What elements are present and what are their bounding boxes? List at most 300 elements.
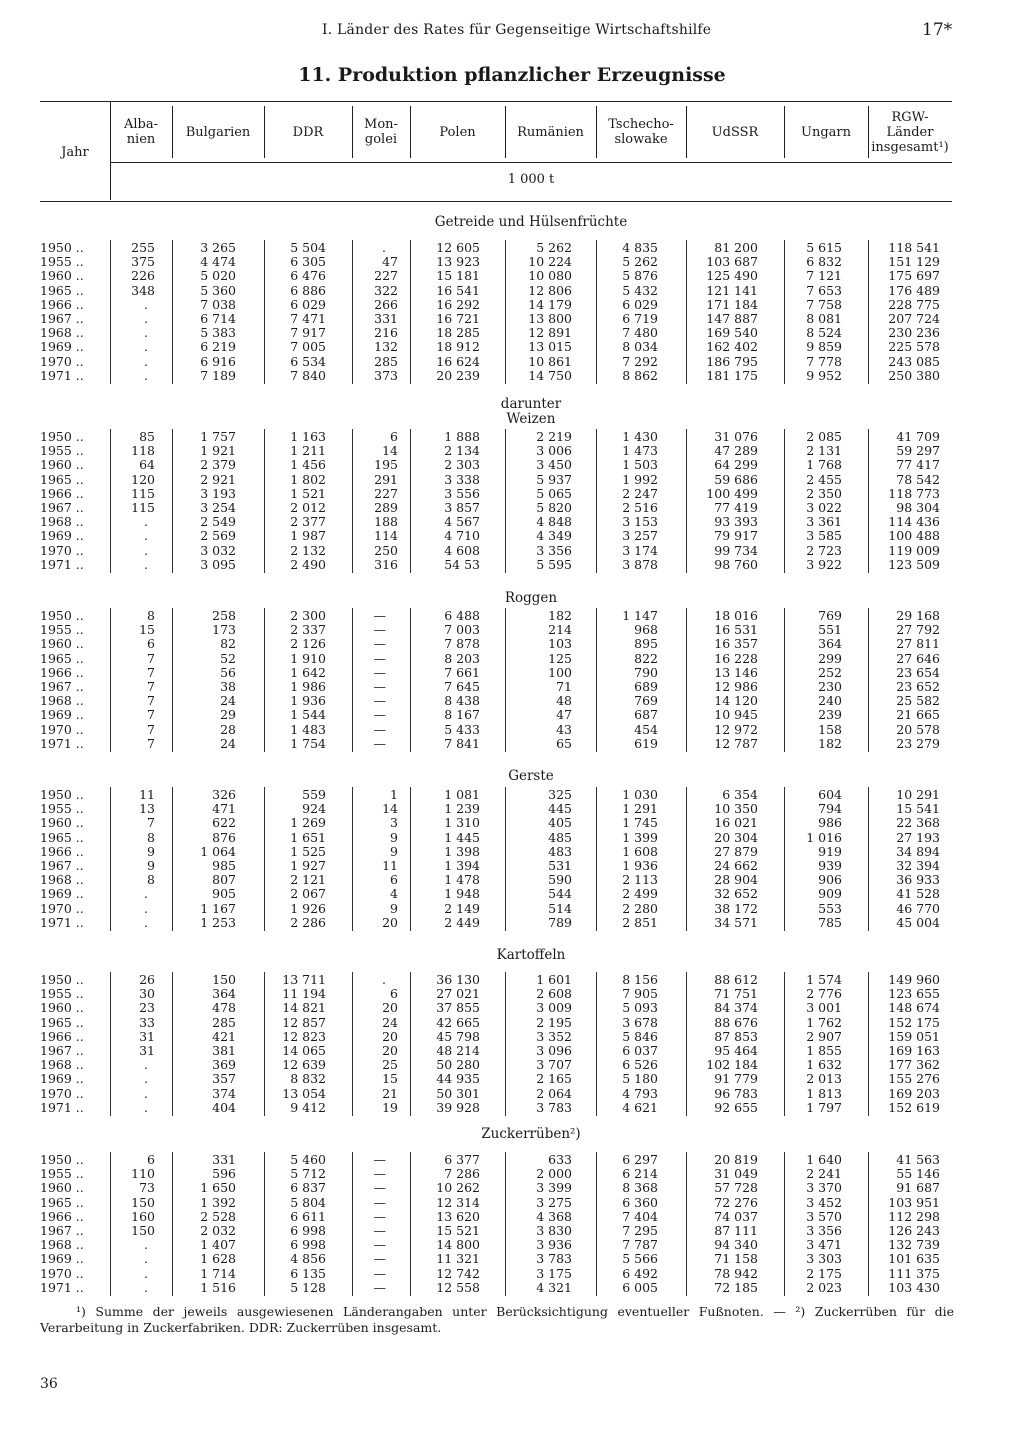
cell-udssr: 103 687	[706, 254, 758, 269]
table-row	[0, 1252, 1024, 1266]
cell-rumaenien: 3 096	[536, 1043, 572, 1058]
cell-polen: 3 338	[444, 472, 480, 487]
cell-bulgarien: 3 032	[200, 543, 236, 558]
cell-tschechoslowakei: 1 503	[622, 457, 658, 472]
cell-tschechoslowakei: 5 093	[622, 1000, 658, 1015]
cell-ddr: 1 163	[290, 429, 326, 444]
cell-albanien: 115	[131, 486, 155, 501]
cell-ungarn: 1 016	[806, 830, 842, 845]
cell-polen: 48 214	[436, 1043, 480, 1058]
cell-mongolei: —	[373, 1209, 386, 1224]
cell-jahr: 1955 ..	[40, 443, 84, 458]
cell-tschechoslowakei: 6 492	[622, 1266, 658, 1281]
cell-albanien: .	[144, 368, 148, 383]
table-row	[0, 1072, 1024, 1086]
cell-jahr: 1966 ..	[40, 486, 84, 501]
cell-bulgarien: 38	[220, 679, 236, 694]
table-title: 11. Produktion pflanzlicher Erzeugnisse	[298, 64, 726, 86]
cell-polen: 37 855	[436, 1000, 480, 1015]
cell-bulgarien: 7 189	[200, 368, 236, 383]
cell-ungarn: 3 452	[806, 1195, 842, 1210]
table-row	[0, 558, 1024, 572]
cell-albanien: 8	[147, 872, 155, 887]
cell-polen: 2 149	[444, 901, 480, 916]
cell-ungarn: 230	[818, 679, 842, 694]
cell-udssr: 47 289	[714, 443, 758, 458]
cell-udssr: 12 986	[714, 679, 758, 694]
cell-tschechoslowakei: 7 480	[622, 325, 658, 340]
cell-ungarn: 785	[818, 915, 842, 930]
cell-albanien: 7	[147, 665, 155, 680]
cell-rgw-insgesamt: 112 298	[888, 1209, 940, 1224]
cell-udssr: 102 184	[706, 1057, 758, 1072]
cell-mongolei: 6	[390, 872, 398, 887]
cell-ungarn: 939	[818, 858, 842, 873]
cell-udssr: 20 819	[714, 1152, 758, 1167]
cell-mongolei: 25	[382, 1057, 398, 1072]
cell-bulgarien: 6 714	[200, 311, 236, 326]
table-row	[0, 501, 1024, 515]
cell-rumaenien: 13 800	[528, 311, 572, 326]
cell-ungarn: 7 653	[806, 283, 842, 298]
column-header-ddr: DDR	[292, 124, 324, 140]
cell-jahr: 1955 ..	[40, 254, 84, 269]
cell-udssr: 81 200	[714, 240, 758, 255]
cell-ddr: 13 054	[282, 1086, 326, 1101]
cell-ddr: 8 832	[290, 1071, 326, 1086]
cell-rgw-insgesamt: 20 578	[896, 722, 940, 737]
table-row	[0, 737, 1024, 751]
cell-ungarn: 3 570	[806, 1209, 842, 1224]
cell-bulgarien: 905	[212, 886, 236, 901]
cell-jahr: 1966 ..	[40, 1209, 84, 1224]
column-header-polen: Polen	[439, 124, 476, 140]
cell-polen: 12 558	[436, 1280, 480, 1295]
table-row	[0, 816, 1024, 830]
cell-polen: 18 285	[436, 325, 480, 340]
cell-udssr: 84 374	[714, 1000, 758, 1015]
cell-tschechoslowakei: 1 936	[622, 858, 658, 873]
cell-albanien: 7	[147, 693, 155, 708]
cell-albanien: 7	[147, 736, 155, 751]
cell-rgw-insgesamt: 101 635	[888, 1251, 940, 1266]
cell-albanien: 15	[139, 622, 155, 637]
cell-polen: 3 857	[444, 500, 480, 515]
cell-jahr: 1971 ..	[40, 915, 84, 930]
cell-mongolei: —	[373, 1152, 386, 1167]
cell-rumaenien: 3 450	[536, 457, 572, 472]
cell-ddr: 6 476	[290, 268, 326, 283]
cell-bulgarien: 285	[212, 1015, 236, 1030]
cell-bulgarien: 5 020	[200, 268, 236, 283]
cell-rumaenien: 5 065	[536, 486, 572, 501]
cell-tschechoslowakei: 5 262	[622, 254, 658, 269]
cell-jahr: 1965 ..	[40, 651, 84, 666]
cell-mongolei: 216	[374, 325, 398, 340]
cell-ungarn: 909	[818, 886, 842, 901]
cell-jahr: 1969 ..	[40, 528, 84, 543]
cell-rumaenien: 2 608	[536, 986, 572, 1001]
cell-albanien: .	[144, 543, 148, 558]
table-row	[0, 859, 1024, 873]
cell-mongolei: 188	[374, 514, 398, 529]
cell-polen: 16 292	[436, 297, 480, 312]
footnotes	[40, 1304, 954, 1336]
cell-albanien: 11	[139, 787, 155, 802]
cell-jahr: 1968 ..	[40, 1237, 84, 1252]
table-row	[0, 1001, 1024, 1015]
table-row	[0, 1196, 1024, 1210]
cell-polen: 8 167	[444, 707, 480, 722]
cell-rumaenien: 103	[548, 636, 572, 651]
cell-udssr: 88 612	[714, 972, 758, 987]
cell-rumaenien: 5 595	[536, 557, 572, 572]
cell-jahr: 1967 ..	[40, 858, 84, 873]
cell-polen: 10 262	[436, 1180, 480, 1195]
cell-tschechoslowakei: 6 719	[622, 311, 658, 326]
cell-mongolei: —	[373, 736, 386, 751]
cell-rumaenien: 3 352	[536, 1029, 572, 1044]
cell-jahr: 1969 ..	[40, 886, 84, 901]
cell-rgw-insgesamt: 41 563	[896, 1152, 940, 1167]
cell-polen: 13 620	[436, 1209, 480, 1224]
cell-ddr: 1 269	[290, 815, 326, 830]
cell-tschechoslowakei: 5 876	[622, 268, 658, 283]
cell-bulgarien: 1 516	[200, 1280, 236, 1295]
cell-ddr: 1 910	[290, 651, 326, 666]
cell-jahr: 1950 ..	[40, 1152, 84, 1167]
cell-bulgarien: 369	[212, 1057, 236, 1072]
table-row	[0, 873, 1024, 887]
cell-mongolei: 19	[382, 1100, 398, 1115]
cell-mongolei: 14	[382, 443, 398, 458]
cell-udssr: 95 464	[714, 1043, 758, 1058]
table-row	[0, 1087, 1024, 1101]
cell-tschechoslowakei: 619	[634, 736, 658, 751]
cell-polen: 1 394	[444, 858, 480, 873]
column-header-albanien: Alba- nien	[123, 117, 158, 147]
table-row	[0, 609, 1024, 623]
cell-rumaenien: 3 830	[536, 1223, 572, 1238]
cell-albanien: .	[144, 1251, 148, 1266]
cell-tschechoslowakei: 1 291	[622, 801, 658, 816]
cell-rgw-insgesamt: 228 775	[888, 297, 940, 312]
cell-polen: 7 661	[444, 665, 480, 680]
cell-ddr: 1 642	[290, 665, 326, 680]
cell-udssr: 31 049	[714, 1166, 758, 1181]
cell-albanien: 23	[139, 1000, 155, 1015]
cell-rumaenien: 633	[548, 1152, 572, 1167]
cell-rumaenien: 3 009	[536, 1000, 572, 1015]
cell-mongolei: 316	[374, 557, 398, 572]
cell-rumaenien: 182	[548, 608, 572, 623]
cell-ungarn: 1 640	[806, 1152, 842, 1167]
cell-ddr: 1 456	[290, 457, 326, 472]
cell-ungarn: 769	[818, 608, 842, 623]
cell-rgw-insgesamt: 46 770	[896, 901, 940, 916]
cell-jahr: 1968 ..	[40, 693, 84, 708]
cell-udssr: 88 676	[714, 1015, 758, 1030]
cell-jahr: 1950 ..	[40, 608, 84, 623]
table-row	[0, 298, 1024, 312]
cell-tschechoslowakei: 1 745	[622, 815, 658, 830]
cell-albanien: 150	[131, 1223, 155, 1238]
cell-jahr: 1970 ..	[40, 901, 84, 916]
cell-rgw-insgesamt: 59 297	[896, 443, 940, 458]
cell-bulgarien: 3 193	[200, 486, 236, 501]
table-row	[0, 458, 1024, 472]
cell-udssr: 32 652	[714, 886, 758, 901]
cell-udssr: 14 120	[714, 693, 758, 708]
cell-albanien: 13	[139, 801, 155, 816]
cell-rgw-insgesamt: 21 665	[896, 707, 940, 722]
cell-mongolei: 195	[374, 457, 398, 472]
cell-udssr: 93 393	[714, 514, 758, 529]
cell-tschechoslowakei: 769	[634, 693, 658, 708]
table-row	[0, 802, 1024, 816]
cell-tschechoslowakei: 3 257	[622, 528, 658, 543]
table-row	[0, 887, 1024, 901]
cell-rgw-insgesamt: 41 528	[896, 886, 940, 901]
cell-ddr: 7 471	[290, 311, 326, 326]
cell-jahr: 1971 ..	[40, 1280, 84, 1295]
cell-ungarn: 2 350	[806, 486, 842, 501]
cell-rumaenien: 125	[548, 651, 572, 666]
cell-ddr: 924	[302, 801, 326, 816]
cell-rgw-insgesamt: 118 773	[888, 486, 940, 501]
unit-label: 1 000 t	[507, 172, 555, 187]
cell-bulgarien: 381	[212, 1043, 236, 1058]
cell-ungarn: 9 952	[806, 368, 842, 383]
cell-tschechoslowakei: 5 180	[622, 1071, 658, 1086]
cell-mongolei: —	[373, 1195, 386, 1210]
cell-polen: 1 445	[444, 830, 480, 845]
cell-bulgarien: 29	[220, 707, 236, 722]
cell-ddr: 6 837	[290, 1180, 326, 1195]
cell-albanien: .	[144, 311, 148, 326]
column-header-udssr: UdSSR	[711, 124, 759, 140]
cell-mongolei: 20	[382, 1029, 398, 1044]
cell-polen: 16 541	[436, 283, 480, 298]
cell-ungarn: 9 859	[806, 339, 842, 354]
cell-rgw-insgesamt: 111 375	[888, 1266, 940, 1281]
cell-albanien: .	[144, 514, 148, 529]
cell-udssr: 91 779	[714, 1071, 758, 1086]
cell-bulgarien: 1 714	[200, 1266, 236, 1281]
cell-jahr: 1960 ..	[40, 457, 84, 472]
cell-tschechoslowakei: 1 430	[622, 429, 658, 444]
column-header-mongolei: Mon- golei	[364, 117, 398, 147]
column-header-rumaenien: Rumänien	[517, 124, 584, 140]
cell-rumaenien: 3 936	[536, 1237, 572, 1252]
cell-mongolei: 227	[374, 268, 398, 283]
cell-udssr: 92 655	[714, 1100, 758, 1115]
cell-rumaenien: 4 349	[536, 528, 572, 543]
cell-jahr: 1965 ..	[40, 472, 84, 487]
cell-rumaenien: 3 783	[536, 1251, 572, 1266]
cell-polen: 1 888	[444, 429, 480, 444]
cell-albanien: .	[144, 528, 148, 543]
cell-polen: 5 433	[444, 722, 480, 737]
table-row	[0, 1044, 1024, 1058]
running-head-text: I. Länder des Rates für Gegenseitige Wirtschaftshilfe	[322, 22, 712, 38]
table-row	[0, 831, 1024, 845]
cell-bulgarien: 331	[212, 1152, 236, 1167]
cell-mongolei: —	[373, 1280, 386, 1295]
cell-rgw-insgesamt: 177 362	[888, 1057, 940, 1072]
cell-tschechoslowakei: 8 034	[622, 339, 658, 354]
cell-bulgarien: 807	[212, 872, 236, 887]
cell-albanien: .	[144, 1266, 148, 1281]
cell-albanien: .	[144, 354, 148, 369]
cell-ddr: 4 856	[290, 1251, 326, 1266]
cell-rgw-insgesamt: 114 436	[888, 514, 940, 529]
cell-udssr: 16 228	[714, 651, 758, 666]
cell-udssr: 28 904	[714, 872, 758, 887]
cell-udssr: 181 175	[706, 368, 758, 383]
cell-rgw-insgesamt: 148 674	[888, 1000, 940, 1015]
cell-polen: 18 912	[436, 339, 480, 354]
cell-udssr: 34 571	[714, 915, 758, 930]
cell-rumaenien: 4 321	[536, 1280, 572, 1295]
cell-rumaenien: 48	[556, 693, 572, 708]
cell-tschechoslowakei: 1 608	[622, 844, 658, 859]
cell-mongolei: —	[373, 1223, 386, 1238]
cell-bulgarien: 471	[212, 801, 236, 816]
cell-ungarn: 3 471	[806, 1237, 842, 1252]
cell-jahr: 1950 ..	[40, 972, 84, 987]
cell-ddr: 6 534	[290, 354, 326, 369]
cell-mongolei: 47	[382, 254, 398, 269]
cell-bulgarien: 2 528	[200, 1209, 236, 1224]
cell-ddr: 12 639	[282, 1057, 326, 1072]
page-number: 36	[40, 1376, 58, 1392]
cell-ddr: 1 651	[290, 830, 326, 845]
cell-albanien: 110	[131, 1166, 155, 1181]
cell-udssr: 72 276	[714, 1195, 758, 1210]
cell-jahr: 1960 ..	[40, 1000, 84, 1015]
table-row	[0, 355, 1024, 369]
cell-ungarn: 364	[818, 636, 842, 651]
cell-albanien: 73	[139, 1180, 155, 1195]
cell-jahr: 1969 ..	[40, 707, 84, 722]
cell-polen: 4 608	[444, 543, 480, 558]
cell-albanien: 6	[147, 636, 155, 651]
cell-rgw-insgesamt: 29 168	[896, 608, 940, 623]
cell-mongolei: 6	[390, 429, 398, 444]
cell-jahr: 1950 ..	[40, 787, 84, 802]
cell-rumaenien: 590	[548, 872, 572, 887]
cell-tschechoslowakei: 4 621	[622, 1100, 658, 1115]
cell-polen: 1 948	[444, 886, 480, 901]
cell-rumaenien: 12 806	[528, 283, 572, 298]
cell-tschechoslowakei: 2 247	[622, 486, 658, 501]
cell-bulgarien: 404	[212, 1100, 236, 1115]
cell-ddr: 12 823	[282, 1029, 326, 1044]
cell-ungarn: 551	[818, 622, 842, 637]
cell-jahr: 1965 ..	[40, 283, 84, 298]
cell-albanien: 7	[147, 722, 155, 737]
cell-mongolei: 11	[382, 858, 398, 873]
table-row	[0, 284, 1024, 298]
cell-ungarn: 3 303	[806, 1251, 842, 1266]
cell-rgw-insgesamt: 207 724	[888, 311, 940, 326]
cell-jahr: 1967 ..	[40, 1043, 84, 1058]
cell-ungarn: 3 585	[806, 528, 842, 543]
cell-ungarn: 1 632	[806, 1057, 842, 1072]
footnote-text: ¹) Summe der jeweils ausgewiesenen Länderangaben unter Berücksichtigung eventueller Fußnoten. — ²) Zuckerrüben für die Verarbeitung in Zuckerfabriken. DDR: Zuckerrüben insgesamt.	[40, 1304, 954, 1335]
cell-udssr: 186 795	[706, 354, 758, 369]
cell-polen: 1 239	[444, 801, 480, 816]
cell-ungarn: 2 013	[806, 1071, 842, 1086]
cell-ungarn: 2 455	[806, 472, 842, 487]
cell-jahr: 1969 ..	[40, 1071, 84, 1086]
cell-rgw-insgesamt: 41 709	[896, 429, 940, 444]
table-row	[0, 916, 1024, 930]
cell-udssr: 24 662	[714, 858, 758, 873]
cell-tschechoslowakei: 8 862	[622, 368, 658, 383]
cell-bulgarien: 82	[220, 636, 236, 651]
cell-polen: 4 710	[444, 528, 480, 543]
cell-rgw-insgesamt: 159 051	[888, 1029, 940, 1044]
cell-tschechoslowakei: 1 030	[622, 787, 658, 802]
table-row	[0, 680, 1024, 694]
cell-mongolei: —	[373, 622, 386, 637]
cell-mongolei: .	[382, 240, 386, 255]
cell-rumaenien: 5 820	[536, 500, 572, 515]
cell-ungarn: 986	[818, 815, 842, 830]
cell-ddr: 1 754	[290, 736, 326, 751]
cell-ddr: 1 525	[290, 844, 326, 859]
cell-jahr: 1955 ..	[40, 1166, 84, 1181]
cell-rumaenien: 405	[548, 815, 572, 830]
cell-udssr: 125 490	[706, 268, 758, 283]
table-row	[0, 694, 1024, 708]
cell-ungarn: 239	[818, 707, 842, 722]
cell-polen: 36 130	[436, 972, 480, 987]
cell-rumaenien: 445	[548, 801, 572, 816]
table-row	[0, 1058, 1024, 1072]
cell-ddr: 5 804	[290, 1195, 326, 1210]
cell-tschechoslowakei: 5 566	[622, 1251, 658, 1266]
cell-udssr: 57 728	[714, 1180, 758, 1195]
cell-bulgarien: 2 549	[200, 514, 236, 529]
cell-ungarn: 906	[818, 872, 842, 887]
cell-rgw-insgesamt: 27 646	[896, 651, 940, 666]
cell-ungarn: 1 813	[806, 1086, 842, 1101]
cell-albanien: 26	[139, 972, 155, 987]
cell-jahr: 1968 ..	[40, 514, 84, 529]
cell-udssr: 64 299	[714, 457, 758, 472]
cell-tschechoslowakei: 8 368	[622, 1180, 658, 1195]
cell-mongolei: —	[373, 707, 386, 722]
cell-rgw-insgesamt: 123 655	[888, 986, 940, 1001]
cell-rgw-insgesamt: 149 960	[888, 972, 940, 987]
cell-polen: 54 53	[444, 557, 480, 572]
cell-rumaenien: 1 601	[536, 972, 572, 987]
cell-rgw-insgesamt: 23 279	[896, 736, 940, 751]
section-title: Roggen	[504, 590, 558, 606]
cell-bulgarien: 364	[212, 986, 236, 1001]
cell-jahr: 1965 ..	[40, 830, 84, 845]
cell-rgw-insgesamt: 152 175	[888, 1015, 940, 1030]
cell-polen: 15 521	[436, 1223, 480, 1238]
cell-rumaenien: 10 861	[528, 354, 572, 369]
cell-albanien: 64	[139, 457, 155, 472]
cell-mongolei: —	[373, 1180, 386, 1195]
cell-ddr: 5 712	[290, 1166, 326, 1181]
section-title: darunter	[500, 396, 562, 412]
